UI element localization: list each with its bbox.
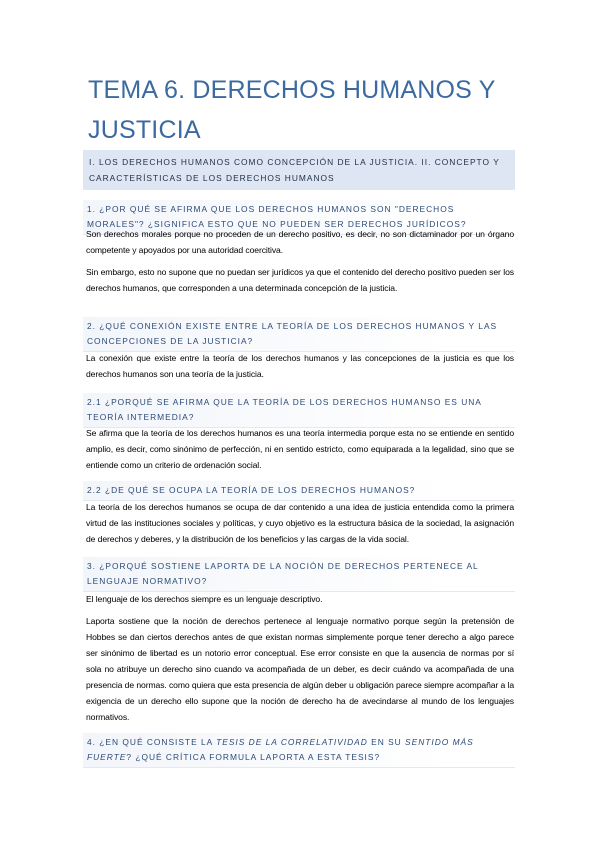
question-2: 2. ¿QUÉ CONEXIÓN EXISTE ENTRE LA TEORÍA DE LOS DERECHOS HUMANOS Y LAS CONCEPCIONES DE LA JUSTICIA? <box>83 317 515 352</box>
question-2-1: 2.1 ¿PORQUÉ SE AFIRMA QUE LA TEORÍA DE LOS DERECHOS HUMANSO ES UNA TEORÍA INTERMEDIA? <box>83 393 515 428</box>
question-4-part-1: 4. ¿EN QUÉ CONSISTE LA <box>87 737 217 747</box>
question-2-2: 2.2 ¿DE QUÉ SE OCUPA LA TEORÍA DE LOS DERECHOS HUMANOS? <box>83 481 515 501</box>
question-4 <box>83 733 515 768</box>
answer-1-paragraph-1: Son derechos morales porque no proceden de un derecho positivo, es decir, no son dictaminador por un órgano competente y apoyados por una autoridad coercitiva. <box>86 229 514 255</box>
question-1: 1. ¿POR QUÉ SE AFIRMA QUE LOS DERECHOS HUMANOS SON "DERECHOS MORALES"? ¿SIGNIFICA ESTO QUE NO PUEDEN SER DERECHOS JURÍDICOS? <box>83 200 515 235</box>
answer-2-2: La teoría de los derechos humanos se ocupa de dar contenido a una idea de justicia entendida como la primera virtud de las instituciones sociales y políticas, y cuyo objetivo es la estructura básica de la sociedad, la asignación de derechos y deberes, y la distribución de los beneficios y las cargas de la vida social. <box>86 502 514 544</box>
question-3: 3. ¿PORQUÉ SOSTIENE LAPORTA DE LA NOCIÓN DE DERECHOS PERTENECE AL LENGUAJE NORMATIVO? <box>83 557 515 592</box>
answer-2-1: Se afirma que la teoría de los derechos humanos es una teoría intermedia porque esta no se entiende en sentido amplio, es decir, como sinónimo de perfección, ni en sentido estricto, como equiparada a la legalidad, sino que se entiende como un criterio de ordenación social. <box>86 428 514 470</box>
answer-2: La conexión que existe entre la teoría de los derechos humanos y las concepciones de la justicia es que los derechos humanos son una teoría de la justicia. <box>86 353 514 379</box>
question-4-part-3: ? ¿QUÉ CRÍTICA FORMULA LAPORTA A ESTA TESIS? <box>126 752 381 762</box>
answer-1-paragraph-2: Sin embargo, esto no supone que no puedan ser jurídicos ya que el contenido del derecho positivo pueden ser los derechos humanos, que corresponden a una determinada concepción de la justicia. <box>86 267 514 293</box>
page-title: TEMA 6. DERECHOS HUMANOS Y JUSTICIA <box>88 76 496 144</box>
answer-3-paragraph-1: El lenguaje de los derechos siempre es un lenguaje descriptivo. <box>86 594 323 604</box>
question-4-strong-sense: SENTIDO MÁS FUERTE <box>87 737 474 762</box>
answer-3-paragraph-2: Laporta sostiene que la noción de derechos pertenece al lenguaje normativo porque según la pretensión de Hobbes se dan ciertos derechos antes de que existan normas simplemente porque tener derecho a algo parece ser sinónimo de libertad es un notorio error conceptual. Ese error consiste en que la ausencia de normas por sí sola no atribuye un derecho sino cuando va acompañada de un deber, es decir cuándo va acompañada de una presencia de normas. como quiera que esta presencia de algún deber u obligación parece siempre acompañar a la exigencia de un derecho ello supone que la noción de derecho ha de avecindarse al mundo de los lenguajes normativos. <box>86 616 514 722</box>
section-heading: I. LOS DERECHOS HUMANOS COMO CONCEPCIÓN DE LA JUSTICIA. II. CONCEPTO Y CARACTERÍSTICAS DE LOS DERECHOS HUMANOS <box>83 150 515 190</box>
question-4-part-2: EN SU <box>367 737 406 747</box>
question-4-thesis: TESIS DE LA CORRELATIVIDAD <box>216 737 368 747</box>
